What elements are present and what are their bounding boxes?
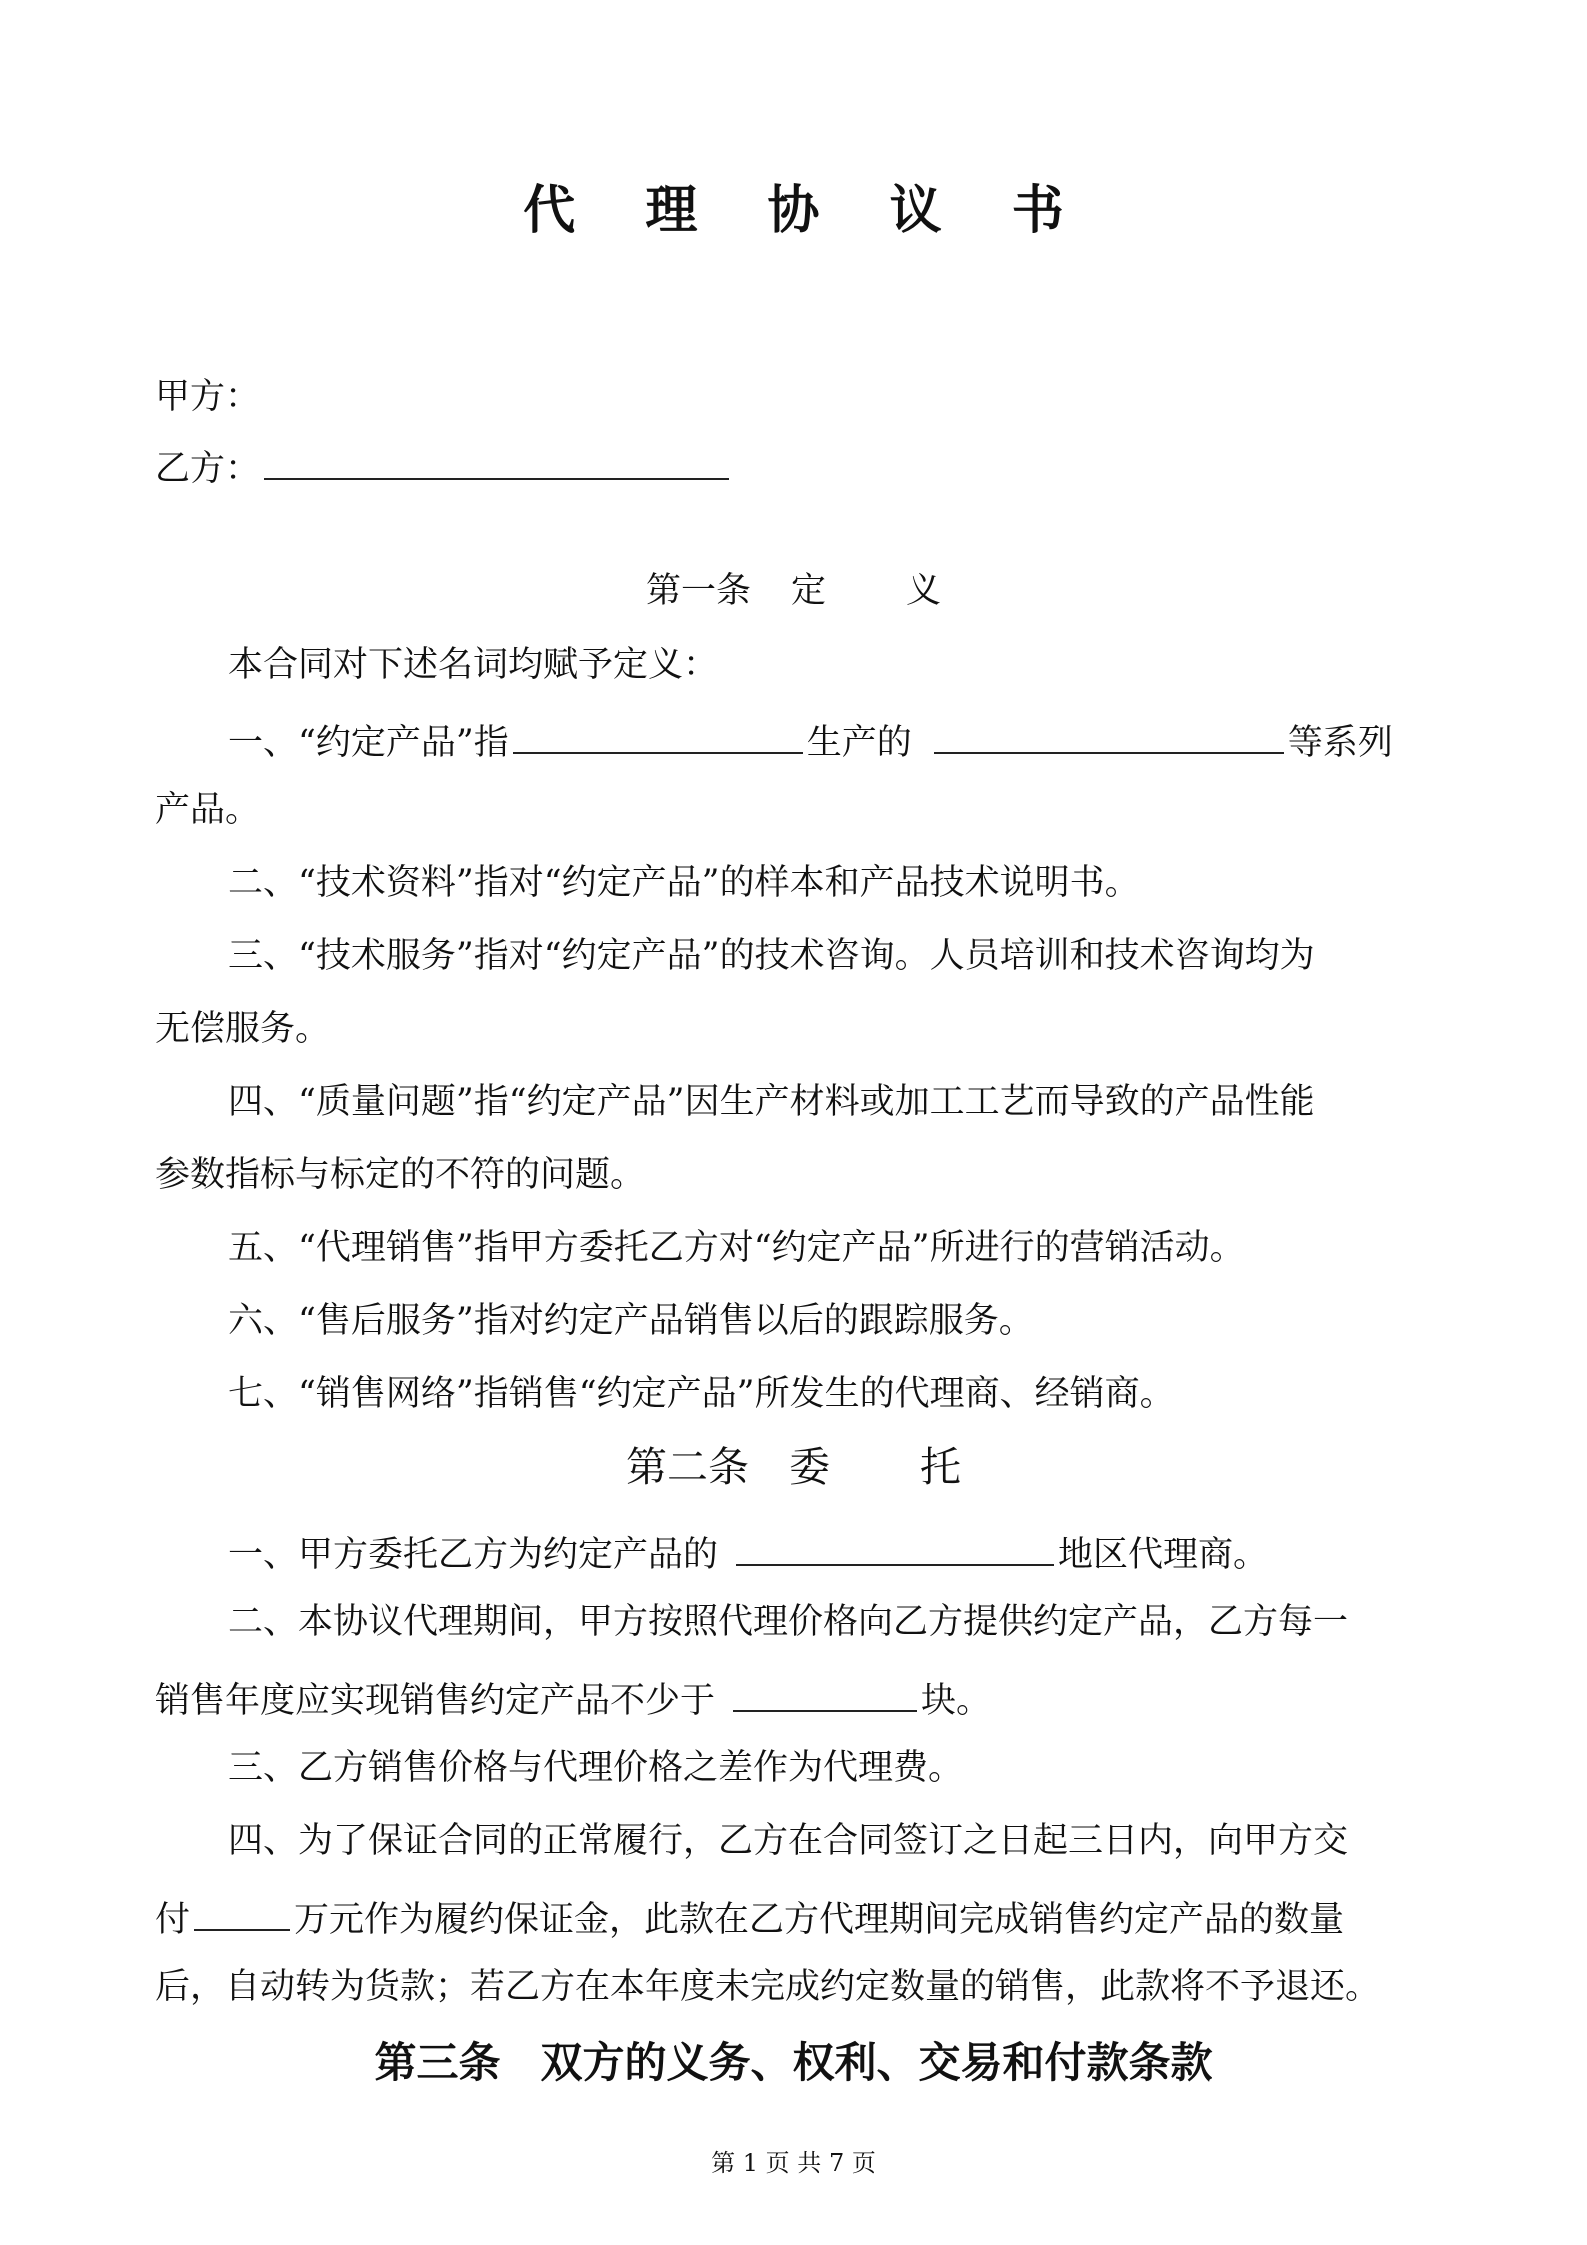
article-2-item-2-text-c: 块。 [921, 1681, 992, 1721]
article-1-item-3-cont: 无偿服务。 [155, 1009, 331, 1049]
article-2-heading [0, 1443, 1587, 1491]
article-2-item-1-text-a: 一、甲方委托乙方为约定产品的 [228, 1535, 719, 1575]
article-2-item-2-cont [155, 1678, 991, 1719]
article-2-item-4-cont [155, 1897, 1344, 1938]
article-1-item-3: 三、“技术服务”指对“约定产品”的技术咨询。人员培训和技术咨询均为 [228, 936, 1315, 976]
deposit-amount-blank[interactable] [194, 1897, 290, 1931]
product-series-blank[interactable] [934, 720, 1284, 754]
article-1-item-1 [228, 720, 1393, 761]
article-1-title-char-2: 义 [906, 571, 942, 611]
article-1-number: 第一条 [645, 571, 751, 611]
article-2-title-char-1: 委 [789, 1443, 830, 1491]
manufacturer-blank[interactable] [513, 720, 803, 754]
region-blank[interactable] [736, 1532, 1054, 1566]
article-2-item-4: 四、为了保证合同的正常履行，乙方在合同签订之日起三日内，向甲方交 [228, 1821, 1349, 1861]
article-2-title-char-2: 托 [920, 1443, 961, 1491]
item-1-text-b: 生产的 [806, 723, 912, 763]
party-b-blank[interactable] [264, 446, 729, 480]
article-3-number: 第三条 [374, 2038, 501, 2087]
article-3-heading [0, 2038, 1587, 2087]
article-2-item-2: 二、本协议代理期间，甲方按照代理价格向乙方提供约定产品，乙方每一 [228, 1602, 1349, 1642]
article-1-item-5: 五、“代理销售”指甲方委托乙方对“约定产品”所进行的营销活动。 [228, 1228, 1245, 1268]
article-1-item-4: 四、“质量问题”指“约定产品”因生产材料或加工工艺而导致的产品性能 [228, 1082, 1315, 1122]
page-footer: 第 1 页 共 7 页 [711, 2149, 876, 2177]
item-1-text-c: 等系列 [1287, 723, 1393, 763]
document-title: 代 理 协 议 书 [523, 181, 1090, 241]
article-1-item-4-cont: 参数指标与标定的不符的问题。 [155, 1155, 646, 1195]
item-1-text-a: 一、“约定产品”指 [228, 723, 509, 763]
article-1-item-6: 六、“售后服务”指对约定产品销售以后的跟踪服务。 [228, 1301, 1034, 1341]
party-b-label: 乙方： [155, 449, 261, 489]
article-1-item-2: 二、“技术资料”指对“约定产品”的样本和产品技术说明书。 [228, 863, 1140, 903]
article-2-number: 第二条 [626, 1443, 749, 1491]
article-2-item-4-cont-2: 后，自动转为货款；若乙方在本年度未完成约定数量的销售，此款将不予退还。 [155, 1967, 1381, 2007]
article-2-item-2-text-b: 销售年度应实现销售约定产品不少于 [155, 1681, 716, 1721]
party-a-line [155, 377, 261, 417]
article-2-item-1 [228, 1532, 1268, 1573]
article-2-item-3: 三、乙方销售价格与代理价格之差作为代理费。 [228, 1748, 964, 1788]
article-1-heading [0, 571, 1587, 611]
quantity-blank[interactable] [733, 1678, 917, 1712]
article-1-item-1-cont: 产品。 [155, 790, 261, 830]
party-b-line [155, 446, 733, 487]
article-1-item-7: 七、“销售网络”指销售“约定产品”所发生的代理商、经销商。 [228, 1374, 1175, 1414]
article-2-item-1-text-b: 地区代理商。 [1058, 1535, 1269, 1575]
party-a-label: 甲方： [155, 377, 261, 417]
article-1-intro: 本合同对下述名词均赋予定义： [228, 645, 719, 685]
article-2-item-4-text-b: 付 [155, 1900, 191, 1940]
article-1-title-char-1: 定 [790, 571, 826, 611]
article-2-item-4-text-c: 万元作为履约保证金，此款在乙方代理期间完成销售约定产品的数量 [294, 1900, 1345, 1940]
article-3-title: 双方的义务、权利、交易和付款条款 [540, 2038, 1213, 2087]
